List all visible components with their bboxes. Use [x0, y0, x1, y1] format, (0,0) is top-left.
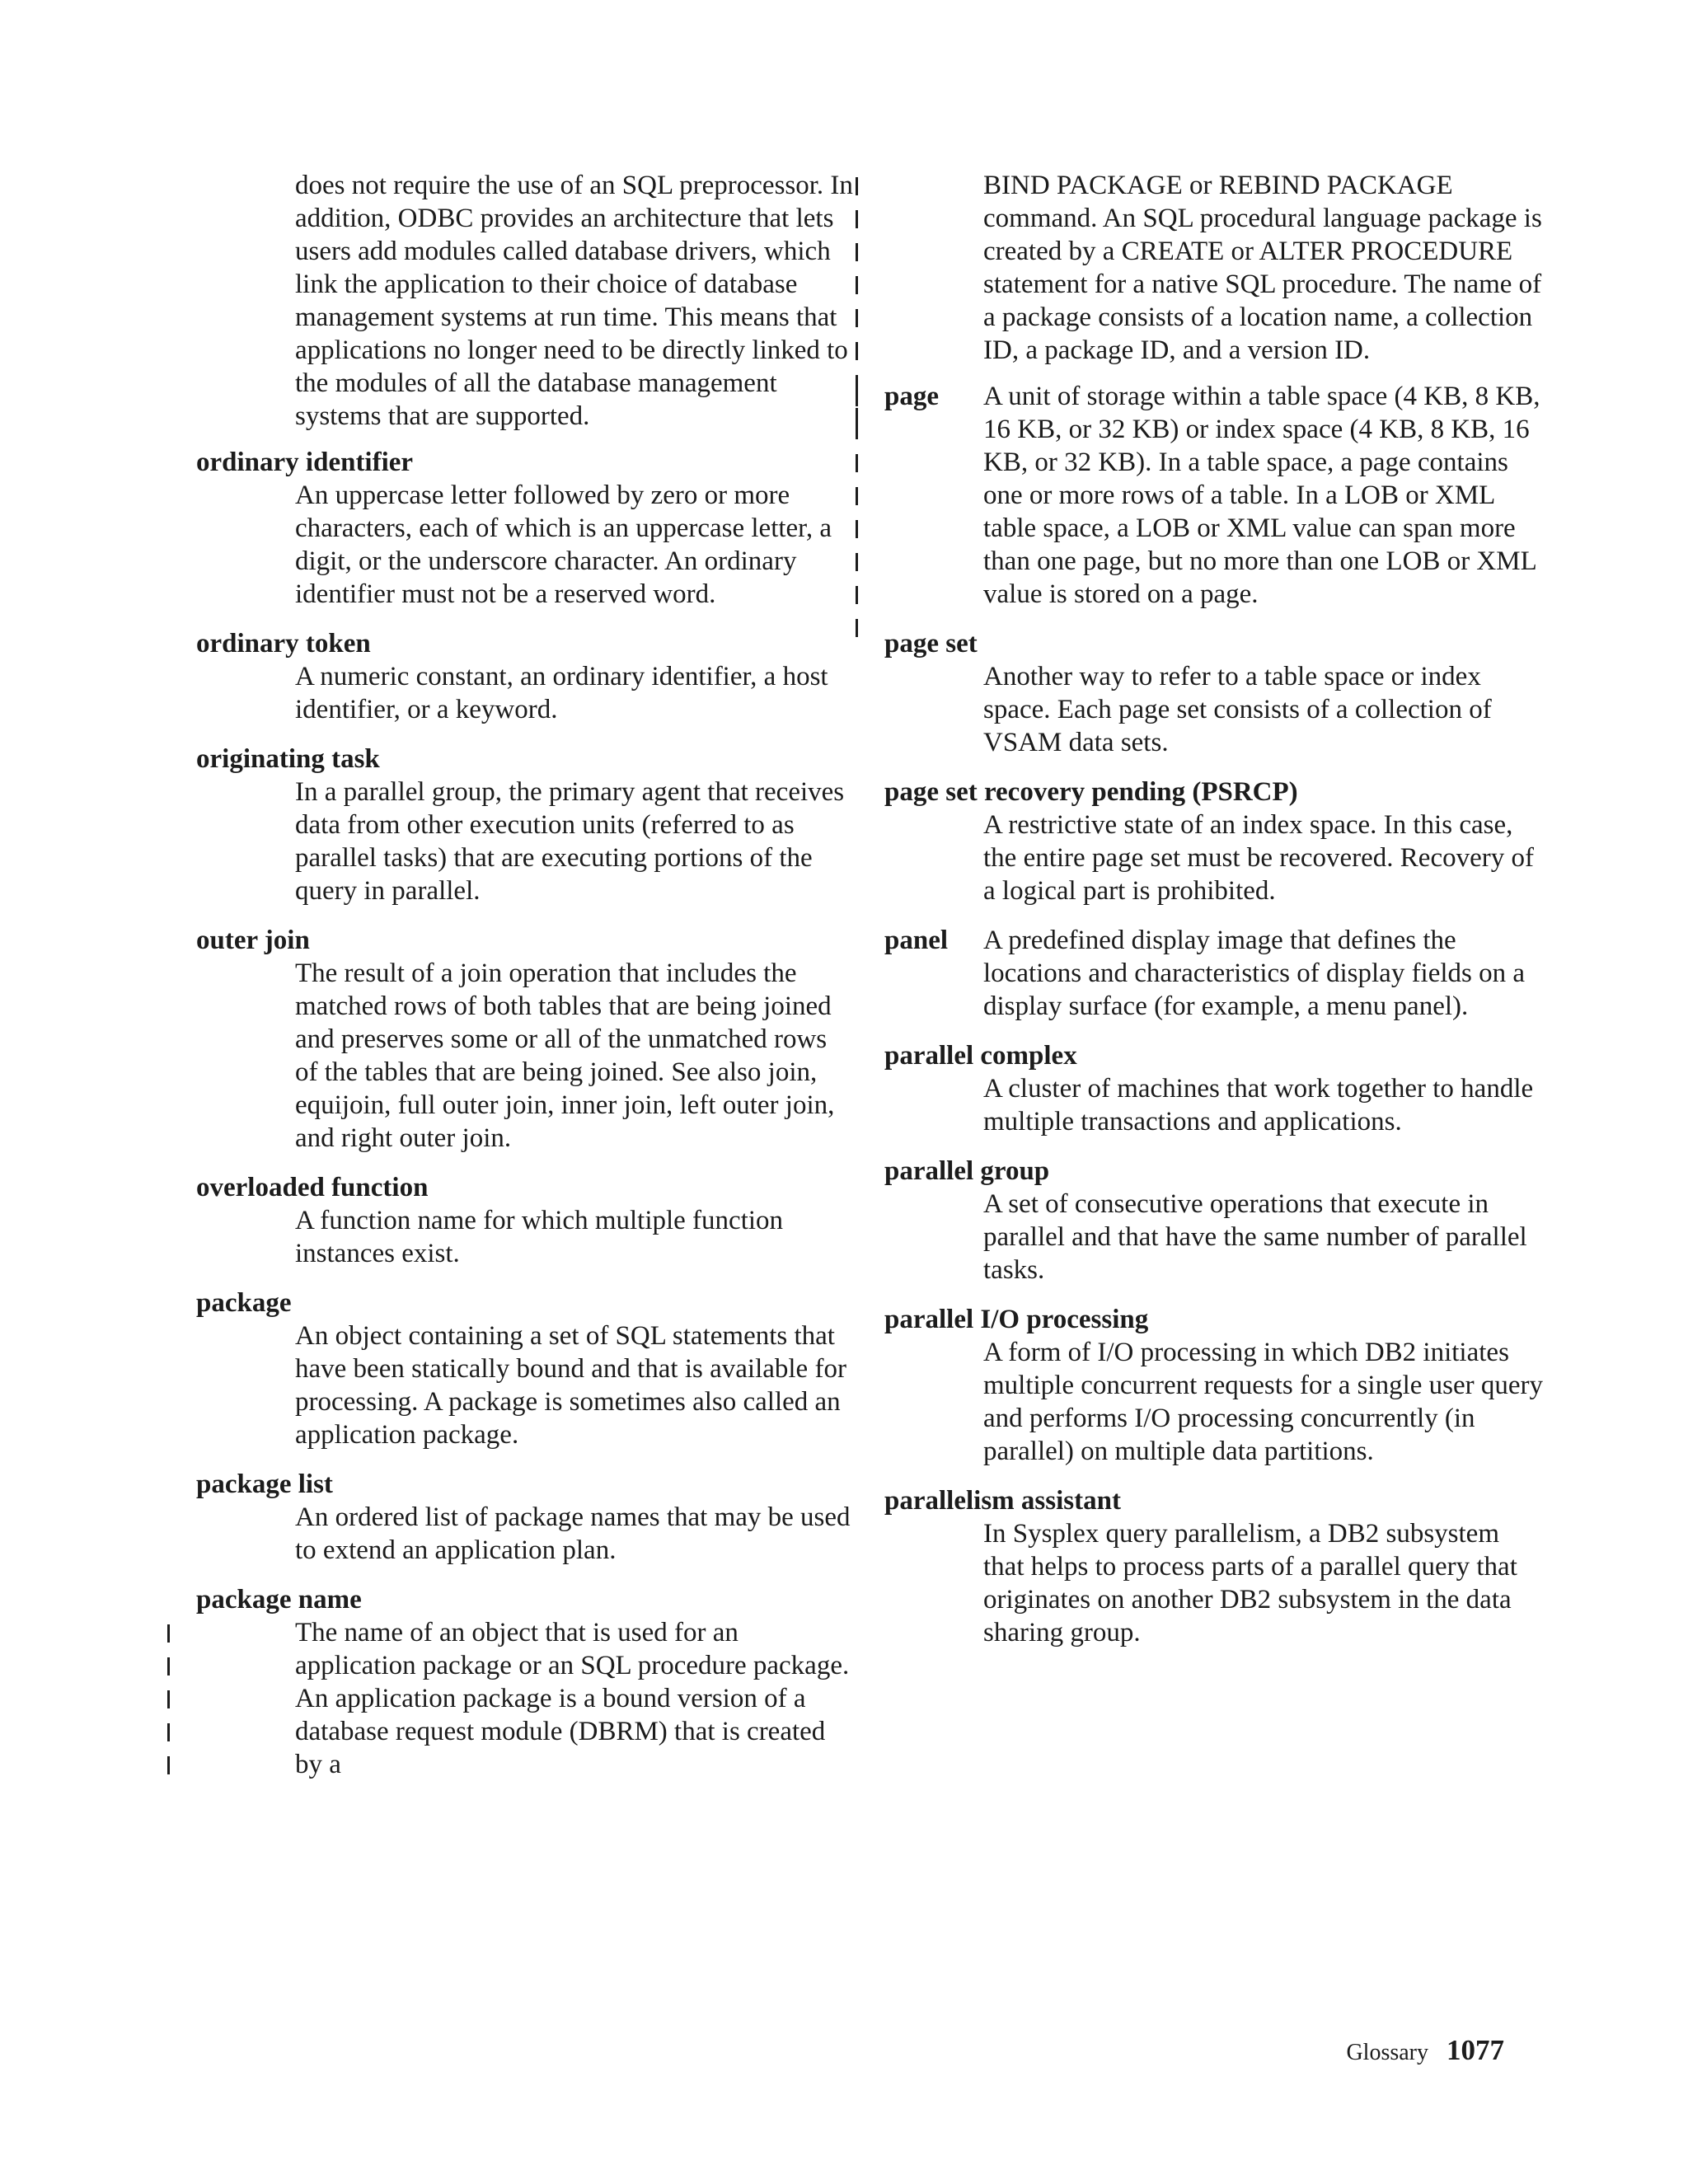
definition: A numeric constant, an ordinary identifier, a host identifier, or a keyword. [295, 662, 828, 724]
change-bar [856, 586, 858, 604]
change-bar [856, 309, 858, 327]
glossary-entry [884, 627, 1544, 759]
definition-text: The name of an object that is used for an application package or an SQL procedure package. An application package is a bound version of a database request module (DBRM) that is created by a [295, 1618, 850, 1779]
left-column [196, 169, 856, 1797]
definition: An object containing a set of SQL statements that have been statically bound and that is available for processing. A package is sometimes also called an application package. [295, 1321, 846, 1450]
glossary-entry [884, 1155, 1544, 1286]
term: parallel complex [884, 1041, 1077, 1071]
change-bar [167, 1624, 170, 1643]
definition-text: BIND PACKAGE or REBIND PACKAGE command. An SQL procedural language package is created by a CREATE or ALTER PROCEDURE statement for a native SQL procedure. The name of a package consists of a location name, a collection ID, a package ID, and a version ID. [983, 171, 1542, 365]
change-bar [167, 1756, 170, 1774]
glossary-entry [884, 380, 1544, 611]
page-footer [1346, 2034, 1504, 2067]
definition: A function name for which multiple function instances exist. [295, 1206, 784, 1268]
glossary-entry [196, 627, 856, 726]
change-bar [856, 276, 858, 294]
change-bar [856, 421, 858, 439]
term: parallel group [884, 1156, 1050, 1186]
glossary-entry [884, 924, 1544, 1023]
footer-section-label: Glossary [1346, 2040, 1428, 2065]
change-bar [856, 487, 858, 505]
term: package [196, 1288, 292, 1318]
glossary-entry [884, 1484, 1544, 1649]
term: parallel I/O processing [884, 1305, 1149, 1334]
definition: An uppercase letter followed by zero or more characters, each of which is an uppercase letter, a digit, or the underscore character. An ordinary identifier must not be a reserved word. [295, 480, 832, 609]
change-bar [856, 553, 858, 571]
left-continuation [196, 169, 856, 433]
glossary-entry [196, 743, 856, 907]
definition [295, 1616, 856, 1781]
glossary-entry [196, 1468, 856, 1567]
term: ordinary identifier [196, 448, 414, 477]
term: page [884, 382, 939, 411]
page-number: 1077 [1447, 2034, 1504, 2066]
glossary-entry [884, 1303, 1544, 1468]
change-bar [856, 210, 858, 228]
glossary-entry [884, 776, 1544, 907]
term: page set [884, 629, 978, 658]
change-bar [856, 520, 858, 538]
term: originating task [196, 744, 380, 774]
change-bar [856, 243, 858, 261]
definition: A restrictive state of an index space. In this case, the entire page set must be recovered. Recovery of a logical part is prohibited. [983, 810, 1534, 906]
glossary-entry [196, 1583, 856, 1781]
change-bar [856, 454, 858, 472]
definition: A cluster of machines that work together to handle multiple transactions and applications. [983, 1074, 1534, 1137]
change-bar [856, 177, 858, 195]
definition [983, 380, 1544, 611]
term: package list [196, 1469, 333, 1499]
term: outer join [196, 926, 310, 955]
glossary-entry [884, 1039, 1544, 1138]
glossary-entry [196, 1286, 856, 1451]
change-bar [856, 342, 858, 360]
right-column [884, 169, 1544, 1666]
change-bar [167, 1690, 170, 1708]
glossary-entry [196, 1171, 856, 1270]
definition: An ordered list of package names that may be used to extend an application plan. [295, 1502, 851, 1565]
term: overloaded function [196, 1173, 429, 1202]
definition: does not require the use of an SQL preprocessor. In addition, ODBC provides an architecture that lets users add modules called database drivers, which link the application to their choice of database management systems at run time. This means that applications no longer need to be directly linked to the modules of all the database management systems that are supported. [295, 171, 853, 431]
term: parallelism assistant [884, 1486, 1121, 1516]
change-bar [856, 619, 858, 637]
definition-text: A unit of storage within a table space (4 KB, 8 KB, 16 KB, or 32 KB) or index space (4 KB, 8 KB, 16 KB, or 32 KB). In a table space, a page contains one or more rows of a table. In a LOB or XML table space, a LOB or XML value can span more than one page, but no more than one LOB or XML value is stored on a page. [983, 382, 1540, 609]
change-bar [167, 1657, 170, 1675]
definition: A set of consecutive operations that execute in parallel and that have the same number of parallel tasks. [983, 1189, 1527, 1285]
right-continuation [884, 169, 1544, 367]
definition: A predefined display image that defines the locations and characteristics of display fields on a display surface (for example, a menu panel). [983, 926, 1526, 1021]
term: page set recovery pending (PSRCP) [884, 777, 1298, 807]
definition [983, 169, 1544, 367]
glossary-entry [196, 446, 856, 611]
term: ordinary token [196, 629, 371, 658]
change-bar [167, 1723, 170, 1741]
definition: A form of I/O processing in which DB2 initiates multiple concurrent requests for a single user query and performs I/O processing concurrently (in parallel) on multiple data partitions. [983, 1338, 1544, 1466]
glossary-entry [196, 924, 856, 1155]
definition: Another way to refer to a table space or index space. Each page set consists of a collection of VSAM data sets. [983, 662, 1492, 757]
definition: In Sysplex query parallelism, a DB2 subsystem that helps to process parts of a parallel query that originates on another DB2 subsystem in the data sharing group. [983, 1519, 1517, 1647]
term: package name [196, 1585, 362, 1615]
definition: The result of a join operation that includes the matched rows of both tables that are being joined and preserves some or all of the unmatched rows of the tables that are being joined. See also join, equijoin, full outer join, inner join, left outer join, and right outer join. [295, 958, 835, 1153]
definition: In a parallel group, the primary agent that receives data from other execution units (referred to as parallel tasks) that are executing portions of the query in parallel. [295, 777, 845, 906]
change-bar [856, 388, 858, 406]
term: panel [884, 926, 949, 955]
